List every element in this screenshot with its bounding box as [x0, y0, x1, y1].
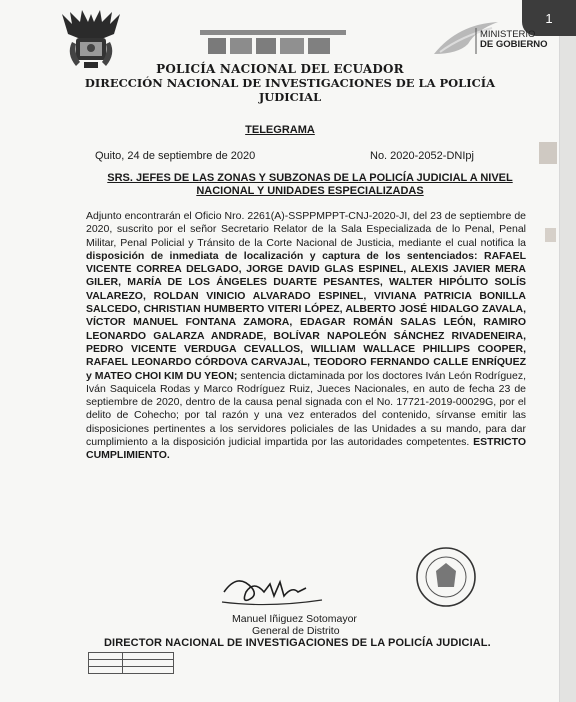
- routing-table: [88, 652, 174, 674]
- document-body: [86, 210, 526, 463]
- page-edge-mark: [545, 228, 556, 242]
- document-title: TELEGRAMA: [245, 124, 315, 136]
- institution-heading: POLICÍA NACIONAL DEL ECUADOR: [156, 62, 404, 76]
- body-bold-part: ESTRICTO CUMPLIMIENTO.: [86, 436, 526, 462]
- table-row: [89, 660, 174, 667]
- body-text-part: Adjunto encontrarán el Oficio Nro. 2261(A)-SSPPMPPT-CNJ-2020-JI, del 23 de septiembre de 2020, suscrito por el señor Secretario Relator de la Sala Especializada de lo Penal, Penal Militar, Penal Policial y Tránsito de la Corte Nacional de Justicia, mediante el cual notifica la: [86, 210, 526, 249]
- body-text-part: sentencia dictaminada por los doctores Iván León Rodríguez, Iván Saquicela Rodas y Marco Rodríguez Ruiz, Jueces Nacionales, en auto de fecha 23 de septiembre de 2020, dentro de la causa penal signada con el No. 17721-2019-00029G, por el delito de Cohecho; por tal razón y una vez enterados del contenido, sírvanse emitir las disposiciones pertinentes a los servidores policiales de las Unidades a su mando, para dar cumplimiento a la disposición judicial impartida por las autoridades competentes.: [86, 369, 526, 449]
- body-bold-part: disposición de inmediata de localización y captura de los sentenciados: RAFAEL VICENTE CORREA DELGADO, JORGE DAVID GLAS ESPINEL, ALEXIS JAVIER MERA GILER, MARÍA DE LOS ÁNGELES DUARTE PESANTES, WALTER HIPÓLITO SOLÍS VALAREZO, ROLDAN VINICIO ALVARADO ESPINEL, VIVIANA PATRICIA BONILLA SALCEDO, CHRISTIAN HUMBERTO VITERI LÓPEZ, ALBERTO JOSÉ HIDALGO ZAVALA, VÍCTOR MANUEL FONTANA ZAMORA, EDAGAR ROMÁN SALAS LEÓN, RAMIRO LEONARDO GALARZA ANDRADE, BOLÍVAR NAPOLEÓN SÁNCHEZ RIVADENEIRA, PEDRO VICENTE VERDUGA CEVALLOS, WILLIAM WALLACE PHILLIPS COOPER, RAFAEL LEONARDO CÓRDOVA CARVAJAL, TEODORO FERNANDO CALLE ENRÍQUEZ y MATEO CHOI KIM DU YEON;: [86, 249, 526, 382]
- page-edge: [560, 0, 576, 702]
- page-edge-mark: [539, 142, 557, 164]
- investigations-logo-icon: [198, 28, 348, 58]
- table-row: [89, 653, 174, 660]
- signer-role: General de Distrito: [252, 625, 340, 637]
- addressee: SRS. JEFES DE LAS ZONAS Y SUBZONAS DE LA POLICÍA JUDICIAL A NIVEL NACIONAL Y UNIDADES ESPECIALIZADAS: [107, 172, 513, 197]
- official-seal-icon: [414, 545, 478, 609]
- table-row: [89, 667, 174, 674]
- ministry-name: [480, 30, 548, 50]
- signer-office: DIRECTOR NACIONAL DE INVESTIGACIONES DE LA POLICÍA JUDICIAL.: [104, 637, 491, 649]
- place-date: Quito, 24 de septiembre de 2020: [95, 150, 256, 162]
- directorate-heading: DIRECCIÓN NACIONAL DE INVESTIGACIONES DE LA POLICÍA JUDICIAL: [84, 76, 496, 104]
- handwritten-signature-icon: [218, 562, 328, 612]
- ministry-line1: MINISTERIO: [480, 29, 536, 40]
- page-indicator-text: 1: [545, 10, 553, 26]
- ministry-line2: DE GOBIERNO: [480, 39, 548, 50]
- document-number: No. 2020-2052-DNIpj: [370, 150, 474, 162]
- signer-name: Manuel Iñiguez Sotomayor: [232, 613, 357, 625]
